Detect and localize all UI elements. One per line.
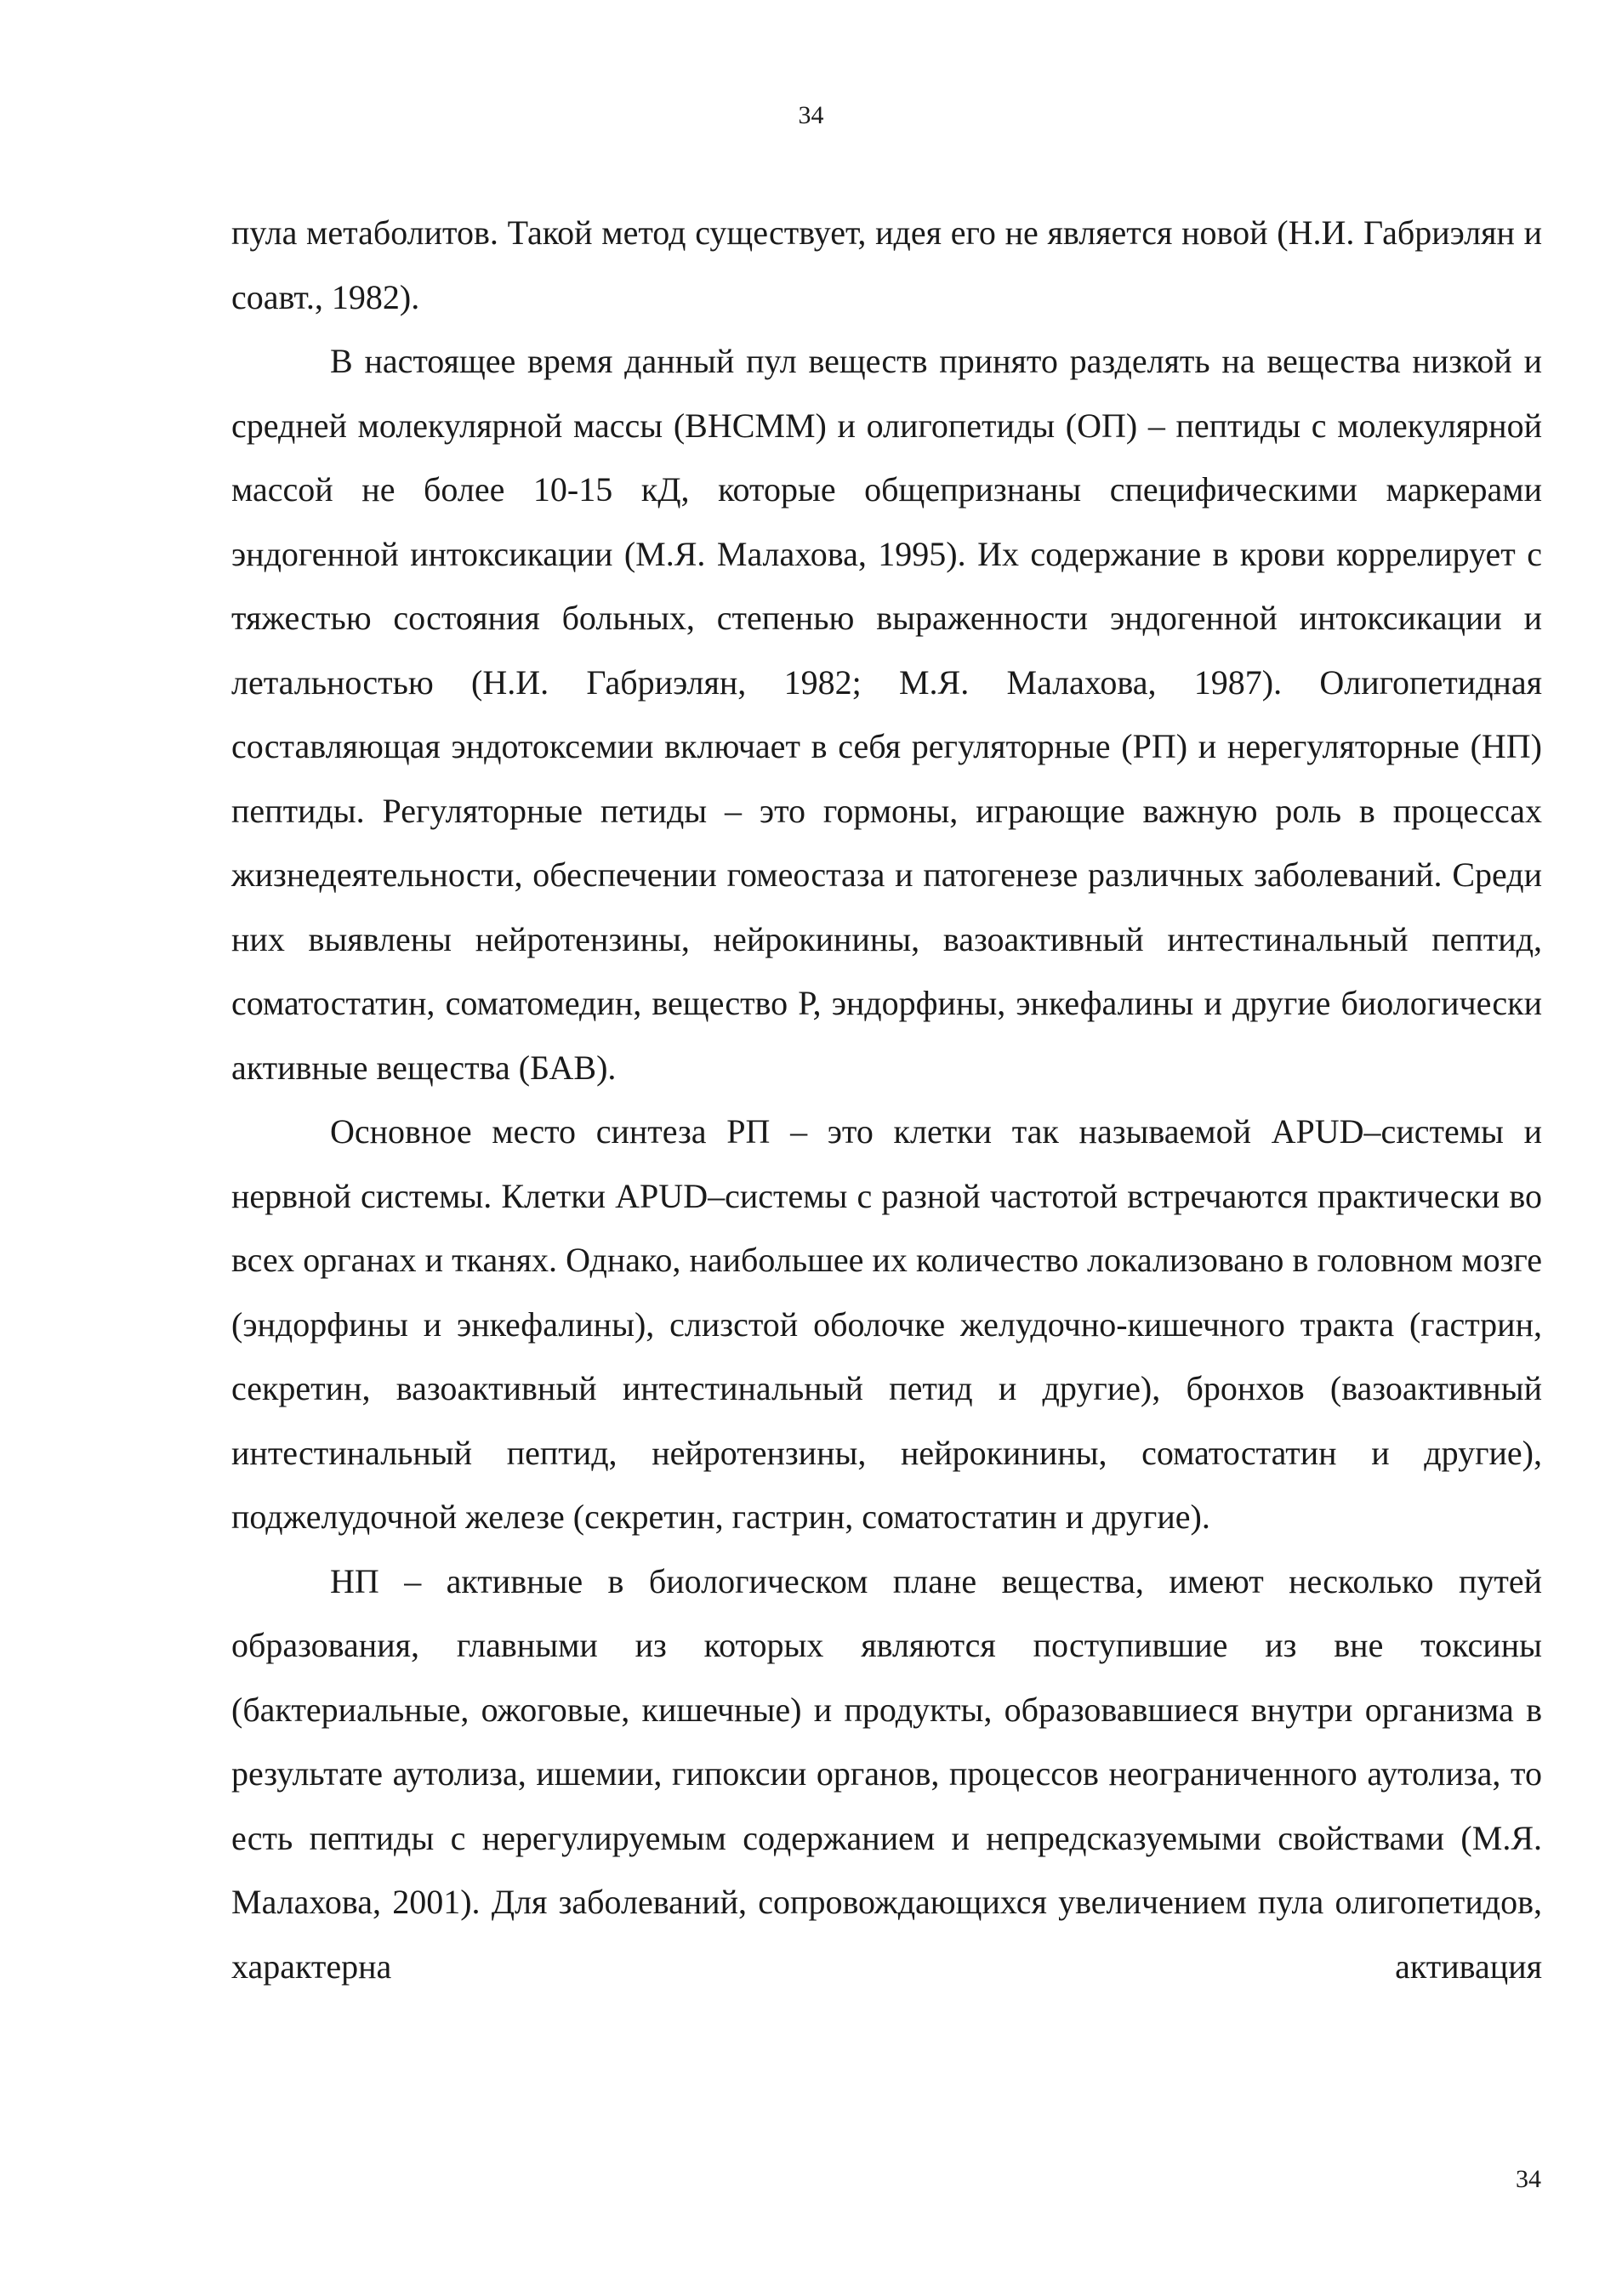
body-text [231,201,1542,1998]
page-number-bottom: 34 [1516,2165,1541,2193]
paragraph-2: В настоящее время данный пул веществ принято разделять на вещества низкой и средней молекулярной массы (ВНСММ) и олигопетиды (ОП) – пептиды с молекулярной массой не более 10-15 кД, которые общепризнаны специфическими маркерами эндогенной интоксикации (М.Я. Малахова, 1995). Их содержание в крови коррелирует с тяжестью состояния больных, степенью выраженности эндогенной интоксикации и летальностью (Н.И. Габриэлян, 1982; М.Я. Малахова, 1987). Олигопетидная составляющая эндотоксемии включает в себя регуляторные (РП) и нерегуляторные (НП) пептиды. Регуляторные петиды – это гормоны, играющие важную роль в процессах жизнедеятельности, обеспечении гомеостаза и патогенезе различных заболеваний. Среди них выявлены нейротензины, нейрокинины, вазоактивный интестинальный пептид, соматостатин, соматомедин, вещество Р, эндорфины, энкефалины и другие биологически активные вещества (БАВ). [231,342,1542,1087]
page-number-top: 34 [798,101,824,129]
paragraph-3: Основное место синтеза РП – это клетки так называемой APUD–системы и нервной системы. Клетки APUD–системы с разной частотой встречаются практически во всех органах и тканях. Однако, наибольшее их количество локализовано в головном мозге (эндорфины и энкефалины), слизстой оболочке желудочно-кишечного тракта (гастрин, секретин, вазоактивный интестинальный петид и другие), бронхов (вазоактивный интестинальный пептид, нейротензины, нейрокинины, соматостатин и другие), поджелудочной железе (секретин, гастрин, соматостатин и другие). [231,1112,1542,1536]
paragraph-1: пула метаболитов. Такой метод существует, идея его не является новой (Н.И. Габриэлян и соавт., 1982). [231,213,1542,316]
paragraph-4: НП – активные в биологическом плане вещества, имеют несколько путей образования, главными из которых являются поступившие из вне токсины (бактериальные, ожоговые, кишечные) и продукты, образовавшиеся внутри организма в результате аутолиза, ишемии, гипоксии органов, процессов неограниченного аутолиза, то есть пептиды с нерегулируемым содержанием и непредсказуемыми свойствами (М.Я. Малахова, 2001). Для заболеваний, сопровождающихся увеличением пула олигопетидов, характерна активация [231,1561,1542,1986]
